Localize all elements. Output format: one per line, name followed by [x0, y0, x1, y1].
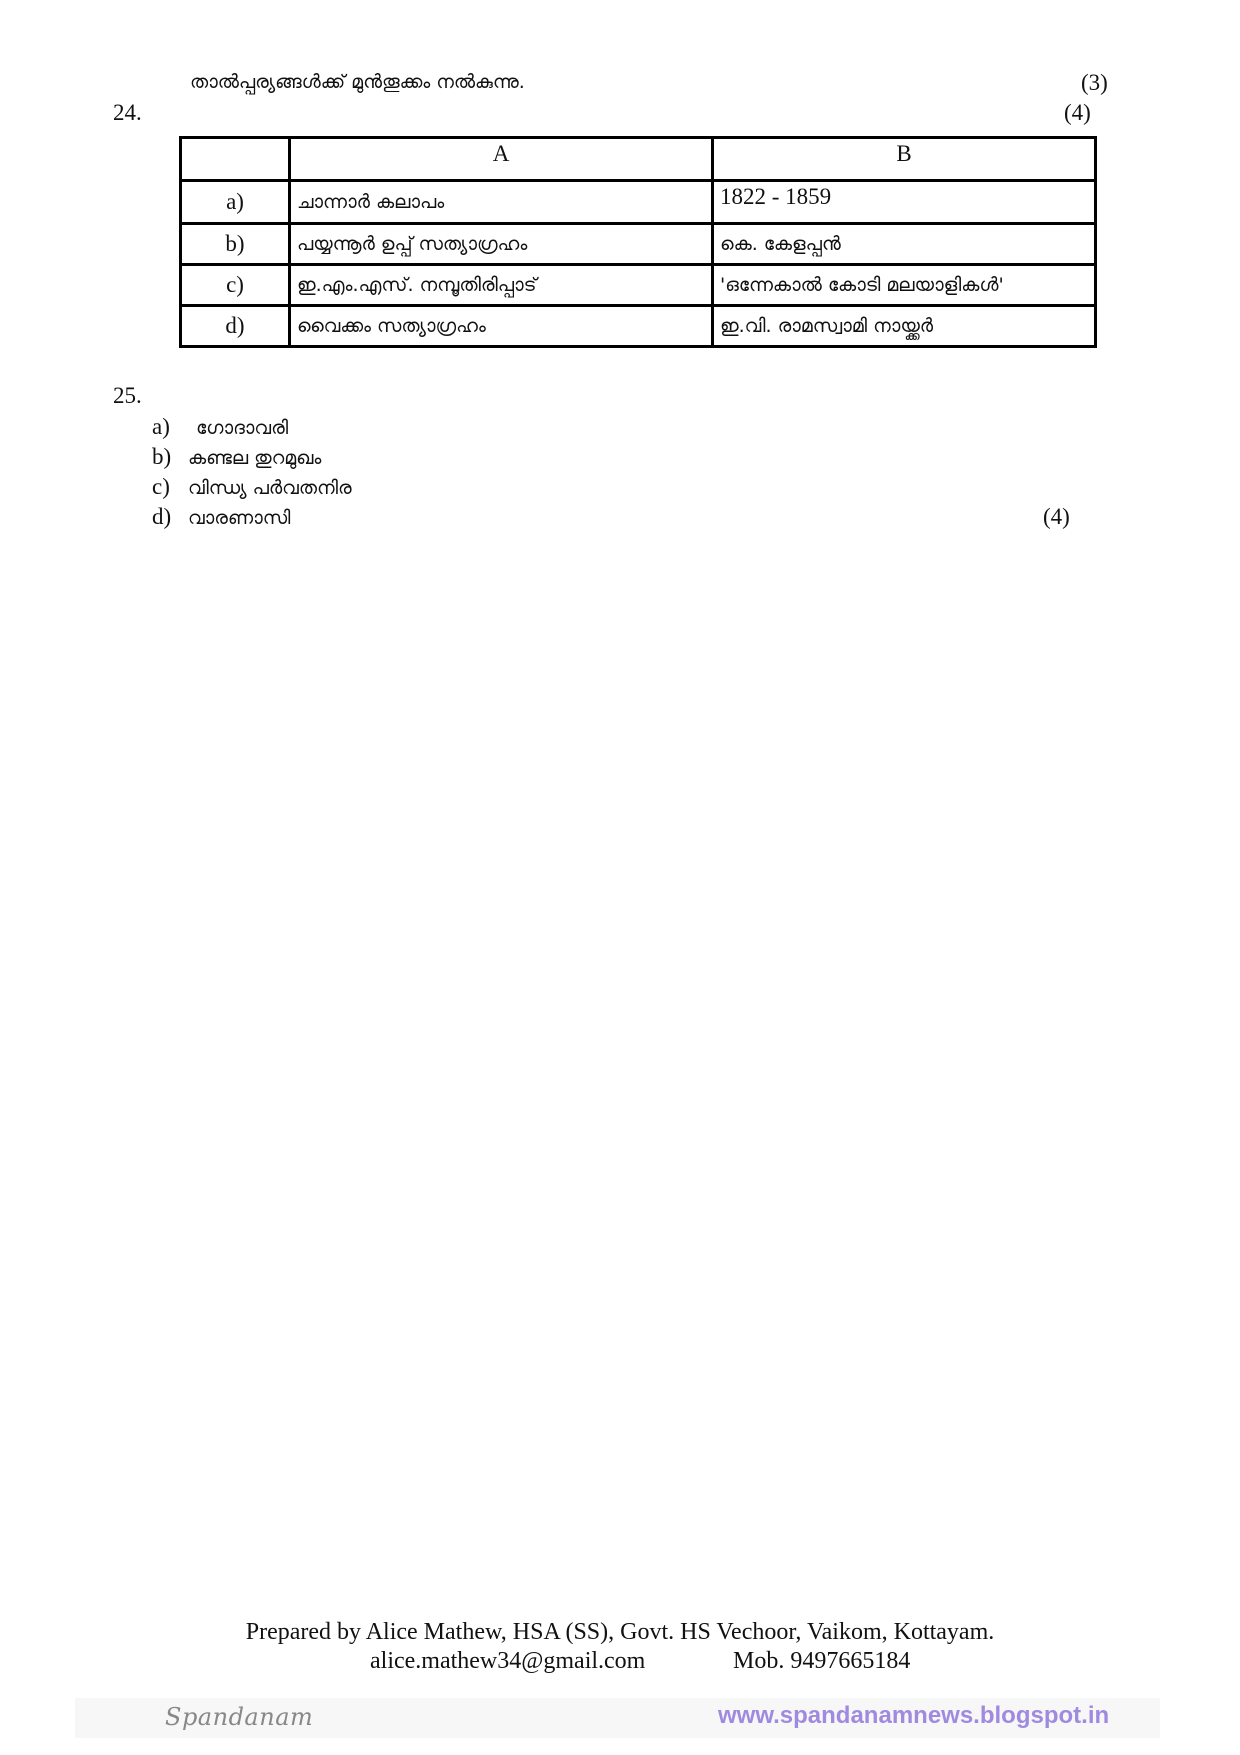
row-b-cell: 1822 - 1859 [713, 181, 1096, 224]
brand-logo: Spandanam [165, 1703, 314, 1731]
option-label: c) [152, 474, 170, 499]
option-label: b) [152, 444, 172, 469]
table-row [181, 181, 1096, 224]
list-item [152, 444, 321, 470]
row-a-cell: ചാന്നാർ കലാപം [290, 181, 713, 224]
row-a-cell: പയ്യന്നൂർ ഉപ്പ് സത്യാഗ്രഹം [290, 224, 713, 265]
table-row [181, 224, 1096, 265]
footer-mobile: Mob. 9497665184 [733, 1648, 911, 1674]
option-text: വിന്ധ്യ പർവതനിര [188, 477, 352, 499]
intro-line: താൽപ്പര്യങ്ങൾക്ക് മുൻതൂക്കം നൽകുന്നു. [190, 71, 525, 93]
header-empty [181, 138, 290, 181]
question-24-number: 24. [113, 100, 142, 125]
list-item [152, 474, 352, 500]
row-b-cell: 'ഒന്നേകാൽ കോടി മലയാളികൾ' [713, 265, 1096, 306]
row-key: b) [181, 224, 290, 265]
intro-marks: (3) [1081, 70, 1108, 95]
row-a-cell: വൈക്കം സത്യാഗ്രഹം [290, 306, 713, 347]
header-a: A [290, 138, 713, 181]
list-item [152, 504, 290, 530]
brand-url-link[interactable]: www.spandanamnews.blogspot.in [718, 1702, 1110, 1729]
option-text: കണ്ടല തുറമുഖം [188, 447, 322, 469]
question-25-number: 25. [113, 383, 142, 408]
row-key: a) [181, 181, 290, 224]
question-25-marks: (4) [1043, 504, 1070, 529]
footer-prepared-by: Prepared by Alice Mathew, HSA (SS), Govt. HS Vechoor, Vaikom, Kottayam. [245, 1619, 995, 1645]
row-key: d) [181, 306, 290, 347]
table-header-row [181, 138, 1096, 181]
match-table [179, 136, 1097, 348]
question-24-marks: (4) [1064, 100, 1091, 125]
option-text: വാരണാസി [188, 507, 291, 529]
option-text: ഗോദാവരി [196, 417, 289, 439]
footer-email: alice.mathew34@gmail.com [370, 1648, 646, 1674]
list-item [152, 414, 288, 440]
row-b-cell: കെ. കേളപ്പൻ [713, 224, 1096, 265]
option-label: a) [152, 414, 170, 439]
table-row [181, 265, 1096, 306]
header-b: B [713, 138, 1096, 181]
option-label: d) [152, 504, 172, 529]
row-key: c) [181, 265, 290, 306]
row-a-cell: ഇ.എം.എസ്. നമ്പൂതിരിപ്പാട് [290, 265, 713, 306]
table-row [181, 306, 1096, 347]
row-b-cell: ഇ.വി. രാമസ്വാമി നായ്ക്കർ [713, 306, 1096, 347]
